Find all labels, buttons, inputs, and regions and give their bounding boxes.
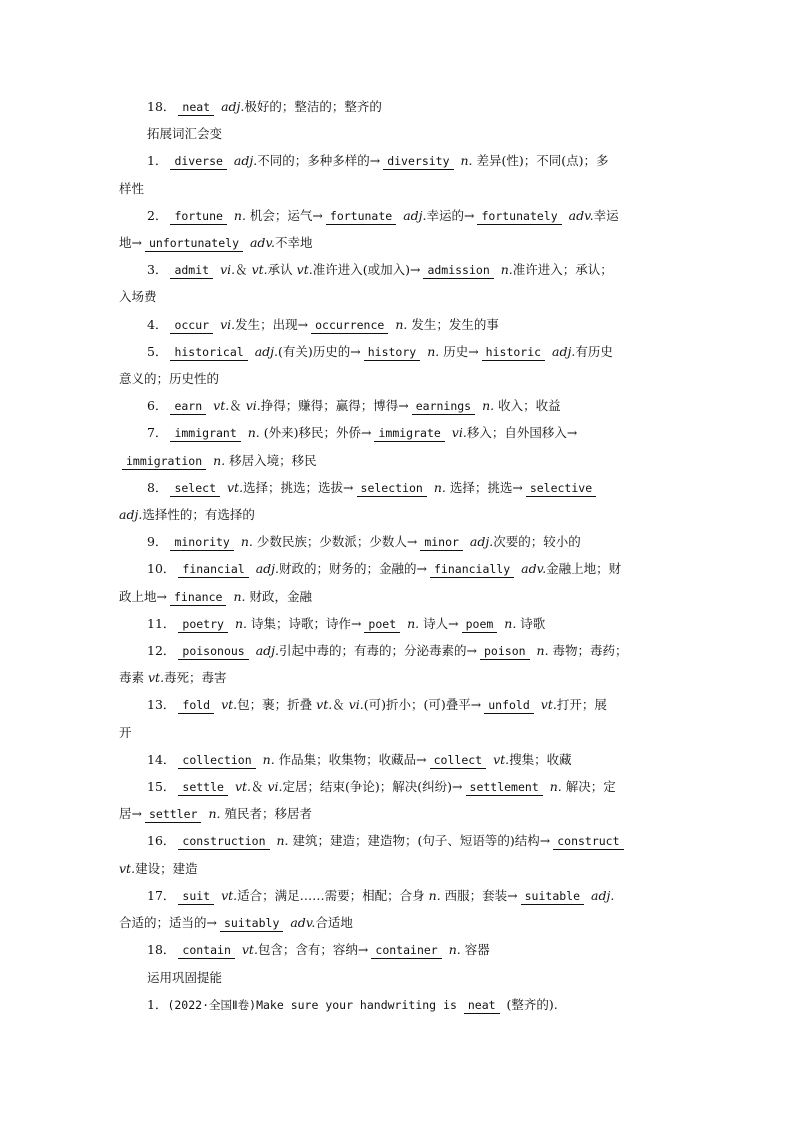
- answer-blank: select: [170, 481, 220, 497]
- answer-blank: diverse: [170, 154, 226, 170]
- part-of-speech: n.: [233, 207, 246, 223]
- answer-blank: minority: [170, 535, 233, 551]
- part-of-speech: vt.: [119, 860, 136, 876]
- text-line: 5． historical adj.(有关)历史的→ history n. 历史→ historic adj.有历史: [147, 343, 613, 359]
- answer-blank: immigrant: [170, 426, 240, 442]
- part-of-speech: vt.: [251, 262, 268, 278]
- answer-blank: fortunately: [477, 209, 561, 225]
- part-of-speech: adj.: [469, 534, 494, 550]
- answer-blank: collect: [430, 753, 486, 769]
- part-of-speech: adj.: [403, 207, 427, 223]
- text-line: 开: [119, 724, 132, 740]
- answer-blank: settle: [178, 780, 228, 796]
- part-of-speech: adj.: [119, 507, 143, 523]
- part-of-speech: vt.: [540, 697, 557, 713]
- text-line: 8． select vt.选择；挑选；选拔→ selection n. 选择；挑选→ selective: [119, 474, 675, 501]
- vocabulary-list: [119, 93, 675, 1019]
- part-of-speech: vt.: [213, 398, 230, 414]
- text-line: 运用巩固提能: [147, 969, 223, 985]
- text-line: 意义的；历史性的: [119, 371, 220, 387]
- answer-blank: poetry: [178, 617, 228, 633]
- text-line: 18． contain vt.包含；含有；容纳→ container n. 容器: [147, 942, 490, 958]
- part-of-speech: adv.: [521, 561, 547, 577]
- answer-blank: poet: [364, 617, 400, 633]
- answer-blank: earn: [170, 399, 206, 415]
- answer-blank: unfold: [484, 698, 534, 714]
- answer-blank: diversity: [383, 154, 453, 170]
- part-of-speech: n.: [482, 398, 495, 414]
- part-of-speech: n.: [504, 615, 517, 631]
- part-of-speech: n.: [427, 343, 440, 359]
- text-line: 6． earn vt.＆ vi.挣得；赚得；赢得；博得→ earnings n. 收入；收益: [147, 398, 561, 414]
- text-line: 3． admit vi.＆ vt.承认 vt.准许进入(或加入)→ admission n.准许进入；承认；: [147, 262, 613, 278]
- part-of-speech: vt.: [234, 779, 251, 795]
- answer-blank: selection: [357, 481, 427, 497]
- part-of-speech: n.: [428, 887, 441, 903]
- text-line: 11． poetry n. 诗集；诗歌；诗作→ poet n. 诗人→ poem n. 诗歌: [147, 615, 546, 631]
- text-line: 拓展词汇会变: [147, 126, 223, 142]
- part-of-speech: vi.: [220, 262, 236, 278]
- part-of-speech: n.: [240, 534, 253, 550]
- answer-blank: history: [364, 345, 420, 361]
- part-of-speech: adj.: [552, 343, 576, 359]
- answer-blank: historical: [170, 345, 247, 361]
- text-line: 9． minority n. 少数民族；少数派；少数人→ minor adj.次要的；较小的: [147, 534, 581, 550]
- text-line: 13． fold vt.包；裹；折叠 vt.＆ vi.(可)折小；(可)叠平→ unfold vt.打开；展: [147, 697, 607, 713]
- part-of-speech: adj.: [233, 153, 258, 169]
- text-line: 1． diverse adj.不同的；多种多样的→ diversity n. 差异(性)；不同(点)；多: [147, 153, 609, 169]
- part-of-speech: vt.: [296, 262, 313, 278]
- answer-blank: fold: [178, 698, 214, 714]
- answer-blank: poem: [462, 617, 498, 633]
- text-line: 4． occur vi.发生；出现→ occurrence n. 发生；发生的事: [147, 316, 499, 332]
- part-of-speech: n.: [549, 779, 562, 795]
- answer-blank: admission: [423, 263, 493, 279]
- text-line: adj.选择性的；有选择的: [119, 507, 255, 523]
- part-of-speech: adv.: [249, 235, 275, 251]
- answer-blank: suit: [178, 889, 214, 905]
- text-line: 居→ settler n. 殖民者；移居者: [119, 806, 312, 822]
- answer-blank: construct: [553, 834, 623, 850]
- answer-blank: immigrate: [374, 426, 444, 442]
- answer-blank: neat: [464, 998, 500, 1014]
- text-line: 12． poisonous adj.引起中毒的；有毒的；分泌毒素的→ poison n. 毒物；毒药；: [147, 643, 628, 659]
- answer-blank: minor: [420, 535, 463, 551]
- answer-blank: financially: [430, 562, 514, 578]
- part-of-speech: vi.: [267, 779, 283, 795]
- part-of-speech: n.: [262, 751, 275, 767]
- answer-blank: container: [371, 943, 441, 959]
- part-of-speech: adv.: [290, 915, 316, 931]
- answer-blank: collection: [178, 753, 255, 769]
- text-line: 1．(2022·全国Ⅱ卷)Make sure your handwriting is neat (整齐的).: [147, 996, 558, 1012]
- answer-blank: suitable: [521, 889, 584, 905]
- answer-blank: settlement: [466, 780, 543, 796]
- text-line: 18． neat adj.极好的；整洁的；整齐的: [147, 99, 382, 114]
- text-line: 合适的；适当的→ suitably adv.合适地: [119, 915, 353, 931]
- part-of-speech: adj.: [255, 561, 280, 577]
- text-line: 7． immigrant n. (外来)移民；外侨→ immigrate vi.移入；自外国移入→: [147, 425, 578, 441]
- text-line: immigration n. 移居入境；移民: [119, 447, 675, 474]
- text-line: 政上地→ finance n. 财政，金融: [119, 588, 312, 604]
- part-of-speech: adj.: [221, 99, 245, 114]
- answer-blank: neat: [178, 100, 214, 116]
- answer-blank: construction: [178, 834, 269, 850]
- answer-blank: suitably: [220, 916, 283, 932]
- answer-blank: admit: [170, 263, 213, 279]
- part-of-speech: vt.: [241, 942, 258, 958]
- part-of-speech: n.: [407, 615, 420, 631]
- part-of-speech: vt.: [493, 751, 510, 767]
- answer-blank: financial: [178, 562, 248, 578]
- part-of-speech: adv.: [568, 207, 594, 223]
- answer-blank: contain: [178, 943, 234, 959]
- part-of-speech: adj.: [255, 643, 280, 659]
- part-of-speech: adj.: [591, 887, 615, 903]
- part-of-speech: n.: [276, 833, 289, 849]
- part-of-speech: vt.: [221, 887, 238, 903]
- text-line: 10． financial adj.财政的；财务的；金融的→ financially adv.金融上地；财: [147, 561, 622, 577]
- answer-blank: occurrence: [311, 318, 388, 334]
- part-of-speech: adj.: [254, 343, 278, 359]
- part-of-speech: vi.: [245, 398, 261, 414]
- part-of-speech: n.: [536, 643, 549, 659]
- part-of-speech: n.: [234, 615, 247, 631]
- part-of-speech: vt.: [221, 697, 238, 713]
- text-line: 毒素 vt.毒死；毒害: [119, 670, 227, 686]
- part-of-speech: n.: [500, 262, 513, 278]
- answer-blank: historic: [482, 345, 545, 361]
- answer-blank: immigration: [122, 454, 206, 470]
- text-line: 17． suit vt.适合；满足……需要；相配；合身 n. 西服；套装→ suitable adj.: [147, 887, 615, 903]
- text-line: vt.建设；建造: [119, 860, 198, 876]
- part-of-speech: vi.: [220, 316, 236, 332]
- answer-blank: selective: [526, 481, 596, 497]
- part-of-speech: n.: [448, 942, 461, 958]
- part-of-speech: n.: [433, 479, 446, 495]
- answer-blank: fortunate: [326, 209, 396, 225]
- answer-blank: poison: [480, 644, 530, 660]
- part-of-speech: n.: [395, 316, 408, 332]
- part-of-speech: vt.: [316, 697, 333, 713]
- text-line: 2． fortune n. 机会；运气→ fortunate adj.幸运的→ fortunately adv.幸运: [147, 207, 619, 223]
- part-of-speech: n.: [213, 452, 226, 468]
- part-of-speech: vt.: [226, 479, 244, 495]
- part-of-speech: n.: [233, 588, 246, 604]
- text-line: 14． collection n. 作品集；收集物；收藏品→ collect vt.搜集；收藏: [147, 751, 572, 767]
- answer-blank: finance: [170, 590, 226, 606]
- part-of-speech: vi.: [348, 697, 364, 713]
- answer-blank: occur: [170, 318, 213, 334]
- answer-blank: settler: [145, 807, 201, 823]
- text-line: 地→ unfortunately adv.不幸地: [119, 235, 313, 251]
- answer-blank: earnings: [412, 399, 475, 415]
- part-of-speech: vi.: [451, 425, 467, 441]
- part-of-speech: n.: [247, 425, 260, 441]
- part-of-speech: vt.: [147, 670, 165, 686]
- part-of-speech: n.: [460, 153, 473, 169]
- text-line: 16． construction n. 建筑；建造；建造物；(句子、短语等的)结构→ construct: [119, 827, 675, 854]
- part-of-speech: n.: [208, 806, 221, 822]
- text-line: 入场费: [119, 289, 157, 305]
- answer-blank: unfortunately: [145, 236, 243, 252]
- answer-blank: poisonous: [178, 644, 248, 660]
- text-line: 样性: [119, 180, 145, 196]
- answer-blank: fortune: [170, 209, 226, 225]
- text-line: 15． settle vt.＆ vi.定居；结束(争论)；解决(纠纷)→ settlement n. 解决；定: [147, 779, 616, 795]
